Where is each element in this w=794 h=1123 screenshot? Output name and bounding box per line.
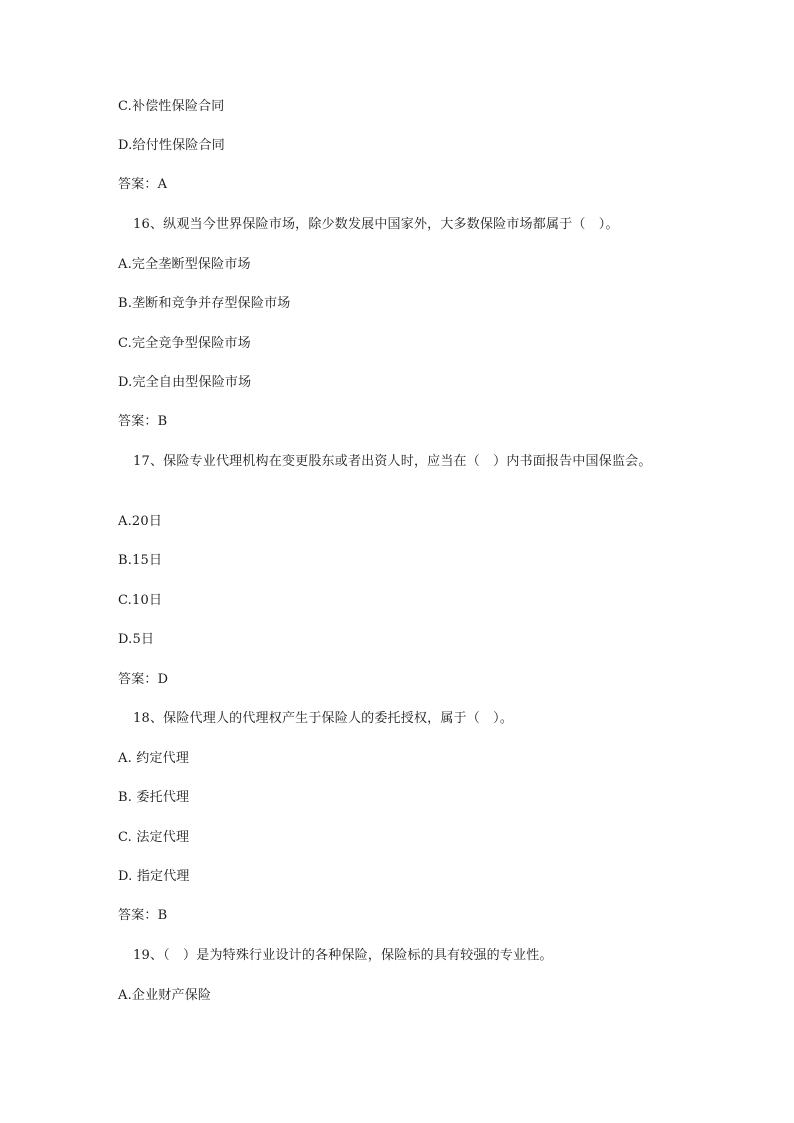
q17-answer: 答案：D [118, 672, 169, 687]
q18-option-b: B. 委托代理 [118, 790, 190, 805]
q15-answer: 答案：A [118, 177, 168, 192]
q17-option-c: C.10日 [118, 593, 163, 608]
q19-option-a: A.企业财产保险 [118, 988, 212, 1003]
q18-option-c: C. 法定代理 [118, 830, 190, 845]
q18-question: 18、保险代理人的代理权产生于保险人的委托授权，属于（ ）。 [133, 711, 514, 726]
q15-option-d: D.给付性保险合同 [118, 138, 225, 153]
q17-option-a: A.20日 [118, 514, 163, 529]
q16-question: 16、纵观当今世界保险市场，除少数发展中国家外，大多数保险市场都属于（ ）。 [133, 217, 619, 232]
q18-option-d: D. 指定代理 [118, 869, 190, 884]
q16-option-c: C.完全竞争型保险市场 [118, 336, 251, 351]
q16-answer: 答案：B [118, 414, 168, 429]
q17-question: 17、保险专业代理机构在变更股东或者出资人时，应当在（ ）内书面报告中国保监会。 [133, 454, 652, 469]
q16-option-b: B.垄断和竞争并存型保险市场 [118, 296, 291, 311]
q15-option-c: C.补偿性保险合同 [118, 99, 225, 114]
q17-option-b: B.15日 [118, 553, 163, 568]
q17-option-d: D.5日 [118, 632, 155, 647]
q16-option-d: D.完全自由型保险市场 [118, 375, 252, 390]
q19-question: 19、（ ）是为特殊行业设计的各种保险，保险标的具有较强的专业性。 [133, 948, 553, 963]
q16-option-a: A.完全垄断型保险市场 [118, 257, 251, 272]
q18-answer: 答案：B [118, 908, 168, 923]
q18-option-a: A. 约定代理 [118, 751, 190, 766]
